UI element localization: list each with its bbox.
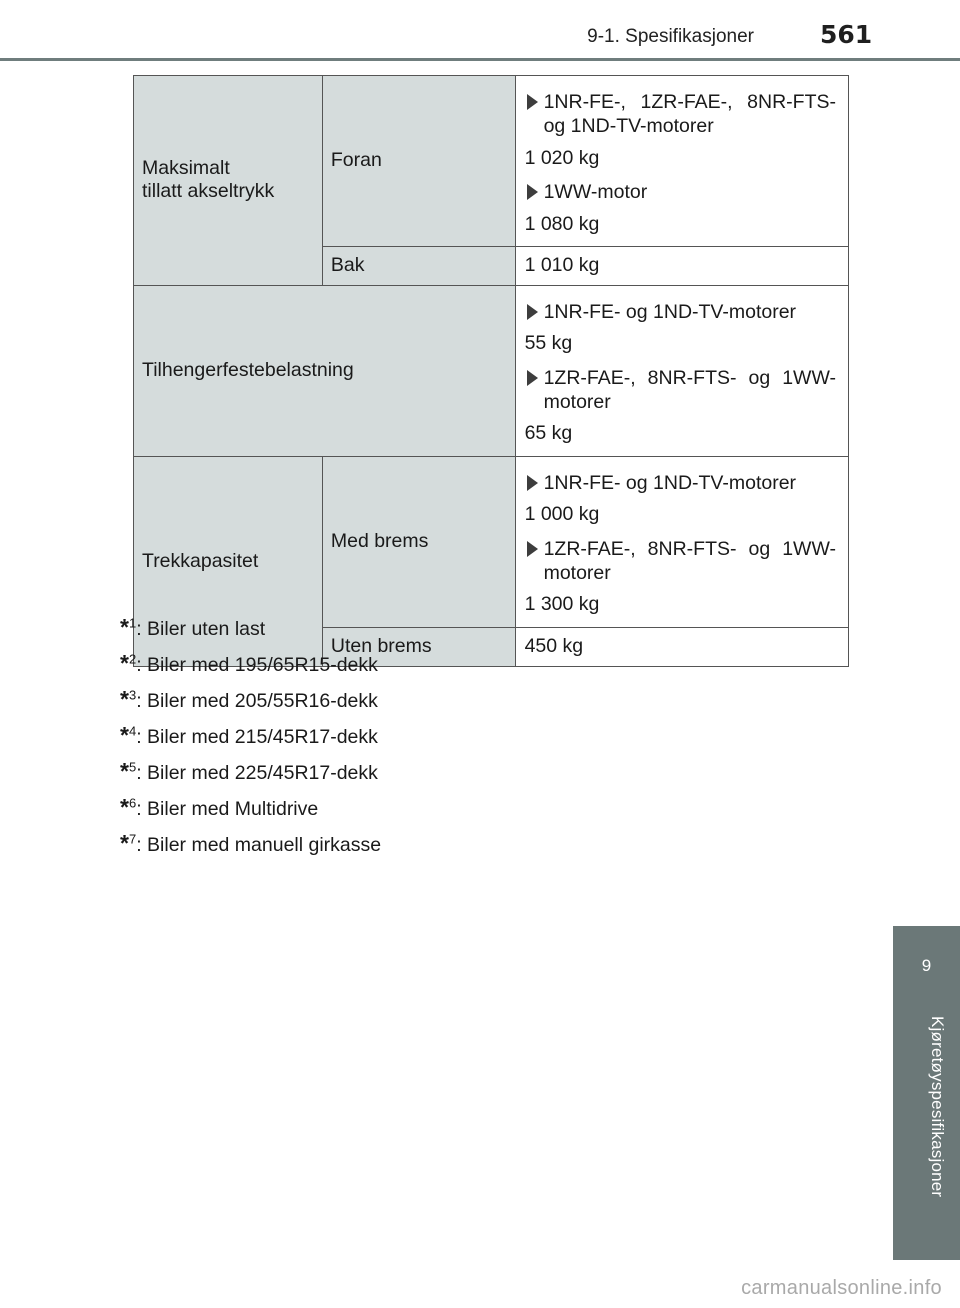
footnote: *$^3$: Biler med 205/55R16-dekk <box>120 686 378 712</box>
triangle-right-icon <box>527 304 538 320</box>
triangle-right-icon <box>527 94 538 110</box>
towing-capacity-label: Trekkapasitet <box>134 456 323 666</box>
braked-label: Med brems <box>322 456 515 627</box>
hitch-load-label: Tilhengerfestebelastning <box>134 285 516 456</box>
braked-value-2: 1 300 kg <box>524 593 600 616</box>
list-item: 1NR-FE- og 1ND-TV-motorer <box>525 471 836 495</box>
chapter-tab-number: 9 <box>893 926 960 1006</box>
footnote: *$^1$: Biler uten last <box>120 614 266 640</box>
front-label: Foran <box>322 76 515 247</box>
rear-value: 1 010 kg <box>515 246 848 285</box>
rear-label: Bak <box>322 246 515 285</box>
specification-table <box>133 75 849 667</box>
footnote: *$^5$: Biler med 225/45R17-dekk <box>120 758 378 784</box>
footnote: *$^7$: Biler med manuell girkasse <box>120 830 382 856</box>
hitch-load-value-1: 55 kg <box>524 332 573 355</box>
list-item: 1NR-FE-, 1ZR-FAE-, 8NR-FTS- og 1ND-TV-motorer <box>525 90 836 139</box>
list-item: 1NR-FE- og 1ND-TV-motorer <box>525 300 836 324</box>
header-divider <box>0 58 960 61</box>
hitch-load-value-cell <box>515 285 848 456</box>
section-title: 9-1. Spesifikasjoner <box>587 26 754 47</box>
triangle-right-icon <box>527 475 538 491</box>
hitch-load-value-2: 65 kg <box>524 422 573 445</box>
triangle-right-icon <box>527 370 538 386</box>
axle-load-label: Maksimalt tillatt akseltrykk <box>134 76 323 286</box>
footnote: *$^6$: Biler med Multidrive <box>120 794 319 820</box>
braked-value-cell <box>515 456 848 627</box>
footnotes <box>120 614 381 866</box>
braked-value-1: 1 000 kg <box>524 503 600 526</box>
page-number: 561 <box>820 20 873 49</box>
watermark: carmanualsonline.info <box>741 1277 942 1299</box>
list-item: 1ZR-FAE-, 8NR-FTS- og 1WW-motorer <box>525 537 836 586</box>
triangle-right-icon <box>527 184 538 200</box>
front-value-2: 1 080 kg <box>524 212 600 235</box>
footnote: *$^2$: Biler med 195/65R15-dekk <box>120 650 378 676</box>
chapter-tab-title: Kjøretøyspesifikasjoner <box>928 1016 947 1198</box>
chapter-tab <box>893 1006 960 1260</box>
table-row <box>134 76 849 247</box>
list-item: 1WW-motor <box>525 180 836 204</box>
table-row <box>134 285 849 456</box>
triangle-right-icon <box>527 541 538 557</box>
list-item: 1ZR-FAE-, 8NR-FTS- og 1WW-motorer <box>525 366 836 415</box>
footnote: *$^4$: Biler med 215/45R17-dekk <box>120 722 378 748</box>
table-row <box>134 456 849 627</box>
unbraked-label: Uten brems <box>322 627 515 666</box>
front-value-1: 1 020 kg <box>524 146 600 169</box>
unbraked-value: 450 kg <box>515 627 848 666</box>
front-value-cell <box>515 76 848 247</box>
